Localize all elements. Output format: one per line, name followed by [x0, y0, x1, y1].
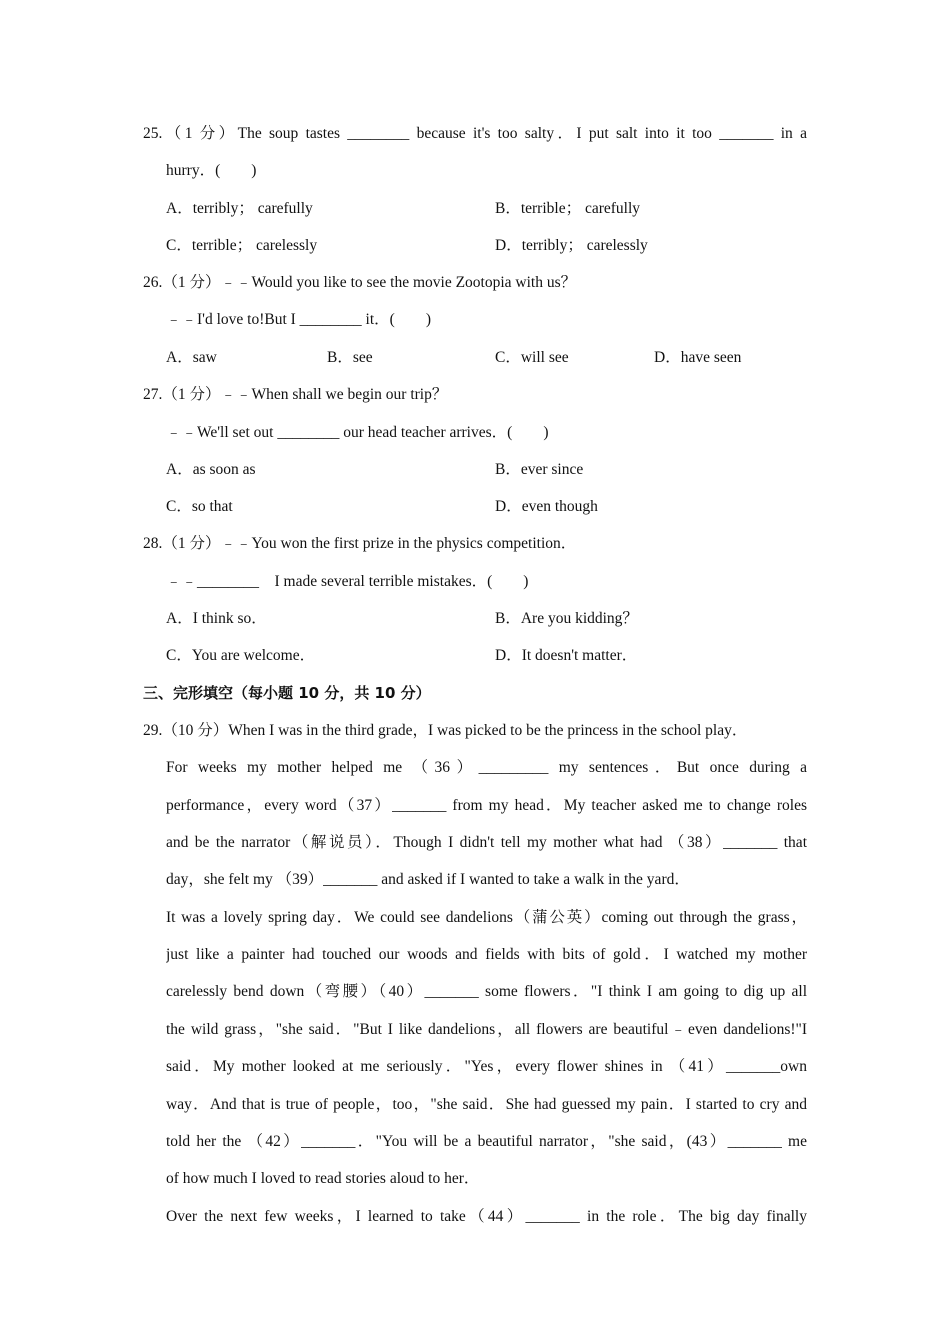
passage-line [0, 906, 950, 930]
passage-line [0, 756, 950, 780]
passage-line-text: said．My mother looked at me seriously．"Yes，every flower shines in （41）_______own [166, 1058, 807, 1075]
q25-stem-text: 25.（1 分）The soup tastes ________ because it's too salty．I put salt into it too _______ in a [143, 125, 807, 142]
passage-line-text: told her the （42）_______．"You will be a beautiful narrator，"she said，(43）_______ me [166, 1133, 807, 1150]
passage-line-text: carelessly bend down（弯腰）（40）_______ some flowers．"I think I am going to dig up all [166, 983, 807, 1000]
passage-line [0, 943, 950, 967]
q27-option-d: D．even though [495, 498, 598, 515]
q28-option-b: B．Are you kidding？ [495, 610, 638, 627]
q26-stem-line-2: ﹣﹣I'd love to!But I ________ it．( ) [166, 311, 431, 328]
q28-option-a: A．I think so． [166, 610, 267, 627]
passage-line [0, 794, 950, 818]
passage-line-text: Over the next few weeks，I learned to take（44）_______ in the role．The big day finally [166, 1208, 807, 1225]
passage-line [0, 1130, 950, 1154]
passage-line-text: performance，every word（37）_______ from my head．My teacher asked me to change roles [166, 797, 807, 814]
q27-option-a: A．as soon as [166, 461, 256, 478]
passage-line [0, 1018, 950, 1042]
passage-line [0, 980, 950, 1004]
q28-options-row-1 [0, 607, 950, 631]
section-3-heading: 三、完形填空（每小题 10 分，共 10 分） [143, 684, 431, 702]
q27-option-b: B．ever since [495, 461, 584, 478]
q28-option-c: C．You are welcome． [166, 647, 316, 664]
passage-line [0, 1093, 950, 1117]
passage-line-text: way．And that is true of people，too，"she said．She had guessed my pain．I started to cry and [166, 1096, 807, 1113]
q26-option-c: C．will see [495, 349, 569, 366]
passage-line-text: of how much I loved to read stories aloud to her． [166, 1170, 480, 1187]
passage-line-text: and be the narrator（解说员）．Though I didn't tell my mother what had （38）_______ that [166, 834, 807, 851]
passage-line [0, 1055, 950, 1079]
passage-line-text: just like a painter had touched our woods and fields with bits of gold．I watched my mother [166, 946, 807, 963]
q25-stem-line-1 [0, 122, 950, 146]
q25-stem-line-2: hurry．( ) [166, 162, 257, 179]
passage-line-text: For weeks my mother helped me （36）_________ my sentences．But once during a [166, 759, 807, 776]
q25-option-b: B．terrible； carefully [495, 200, 641, 217]
q26-option-a: A．saw [166, 349, 217, 366]
q28-stem-line-2: ﹣﹣________ I made several terrible mistakes．( ) [166, 573, 529, 590]
passage-line-text: It was a lovely spring day．We could see dandelions（蒲公英）coming out through the grass， [166, 909, 807, 926]
q25-option-d: D．terribly； carelessly [495, 237, 648, 254]
passage-line-text: the wild grass，"she said．"But I like dandelions，all flowers are beautiful﹣even dandelions!"I [166, 1021, 807, 1038]
q25-option-a: A．terribly； carefully [166, 200, 313, 217]
passage-line [0, 1167, 950, 1191]
q28-options-row-2 [0, 644, 950, 668]
q28-stem-line-1: 28.（1 分）﹣﹣You won the first prize in the physics competition． [143, 535, 577, 552]
q25-options-row-1 [0, 197, 950, 221]
passage-line [0, 1205, 950, 1229]
q27-stem-line-1: 27.（1 分）﹣﹣When shall we begin our trip？ [143, 386, 448, 403]
passage-line [0, 868, 950, 892]
q26-options-row [0, 346, 950, 370]
q26-stem-line-1: 26.（1 分）﹣﹣Would you like to see the movie Zootopia with us？ [143, 274, 577, 291]
q29-first-line: 29.（10 分）When I was in the third grade，I was picked to be the princess in the school play． [143, 722, 748, 739]
q27-options-row-2 [0, 495, 950, 519]
q25-option-c: C．terrible； carelessly [166, 237, 318, 254]
q27-option-c: C．so that [166, 498, 233, 515]
q27-stem-line-2: ﹣﹣We'll set out ________ our head teacher arrives．( ) [166, 424, 549, 441]
q26-option-b: B．see [327, 349, 373, 366]
q25-options-row-2 [0, 234, 950, 258]
passage-line-text: day，she felt my （39）_______ and asked if I wanted to take a walk in the yard． [166, 871, 690, 888]
q28-option-d: D．It doesn't matter． [495, 647, 638, 664]
q27-options-row-1 [0, 458, 950, 482]
q26-option-d: D．have seen [654, 349, 742, 366]
passage-line [0, 831, 950, 855]
